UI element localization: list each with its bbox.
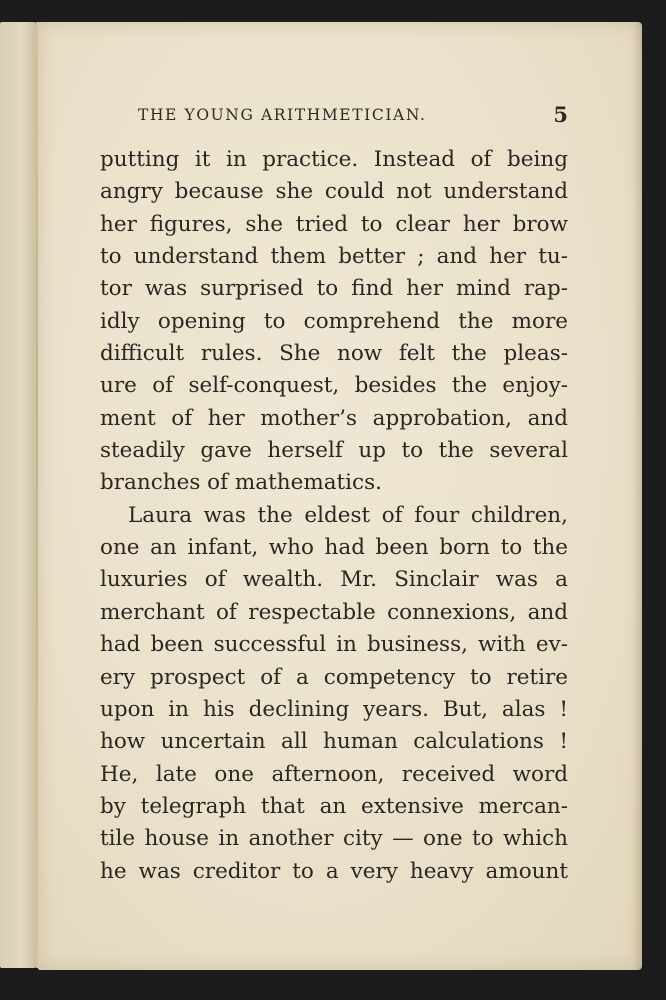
text-line: tor was surprised to find her mind rap- — [100, 276, 568, 302]
text-line: idly opening to comprehend the more — [100, 308, 568, 334]
text-line: angry because she could not understand — [100, 179, 568, 205]
text-line: merchant of respectable connexions, and — [100, 599, 568, 625]
text-line: by telegraph that an extensive mercan- — [100, 793, 568, 819]
text-line: luxuries of wealth. Mr. Sinclair was a — [100, 567, 568, 593]
text-line: had been successful in business, with ev- — [100, 632, 568, 658]
page-body — [100, 144, 568, 888]
paragraph — [100, 500, 568, 888]
text-line: he was creditor to a very heavy amount — [100, 858, 568, 884]
text-line: to understand them better ; and her tu- — [100, 244, 568, 270]
text-line: how uncertain all human calculations ! — [100, 729, 568, 755]
previous-page-edge — [0, 22, 36, 968]
text-line: upon in his declining years. But, alas ! — [100, 696, 568, 722]
text-line: putting it in practice. Instead of being — [100, 147, 568, 172]
text-line: branches of mathematics. — [100, 470, 382, 496]
paragraph — [100, 144, 568, 500]
text-line: difficult rules. She now felt the pleas- — [100, 341, 568, 367]
text-line: tile house in another city — one to which — [100, 826, 568, 852]
text-line: ment of her mother’s approbation, and — [100, 405, 568, 431]
running-title: THE YOUNG ARITHMETICIAN. — [138, 106, 427, 124]
text-line: steadily gave herself up to the several — [100, 438, 568, 464]
text-line: ery prospect of a competency to retire — [100, 664, 568, 690]
page-number: 5 — [553, 102, 568, 127]
text-line: ure of self-conquest, besides the enjoy- — [100, 373, 568, 399]
text-line: her figures, she tried to clear her brow — [100, 211, 568, 237]
text-line: He, late one afternoon, received word — [100, 761, 568, 787]
text-line: one an infant, who had been born to the — [100, 535, 568, 561]
text-line: Laura was the eldest of four children, — [128, 502, 568, 528]
page-header — [138, 103, 568, 129]
